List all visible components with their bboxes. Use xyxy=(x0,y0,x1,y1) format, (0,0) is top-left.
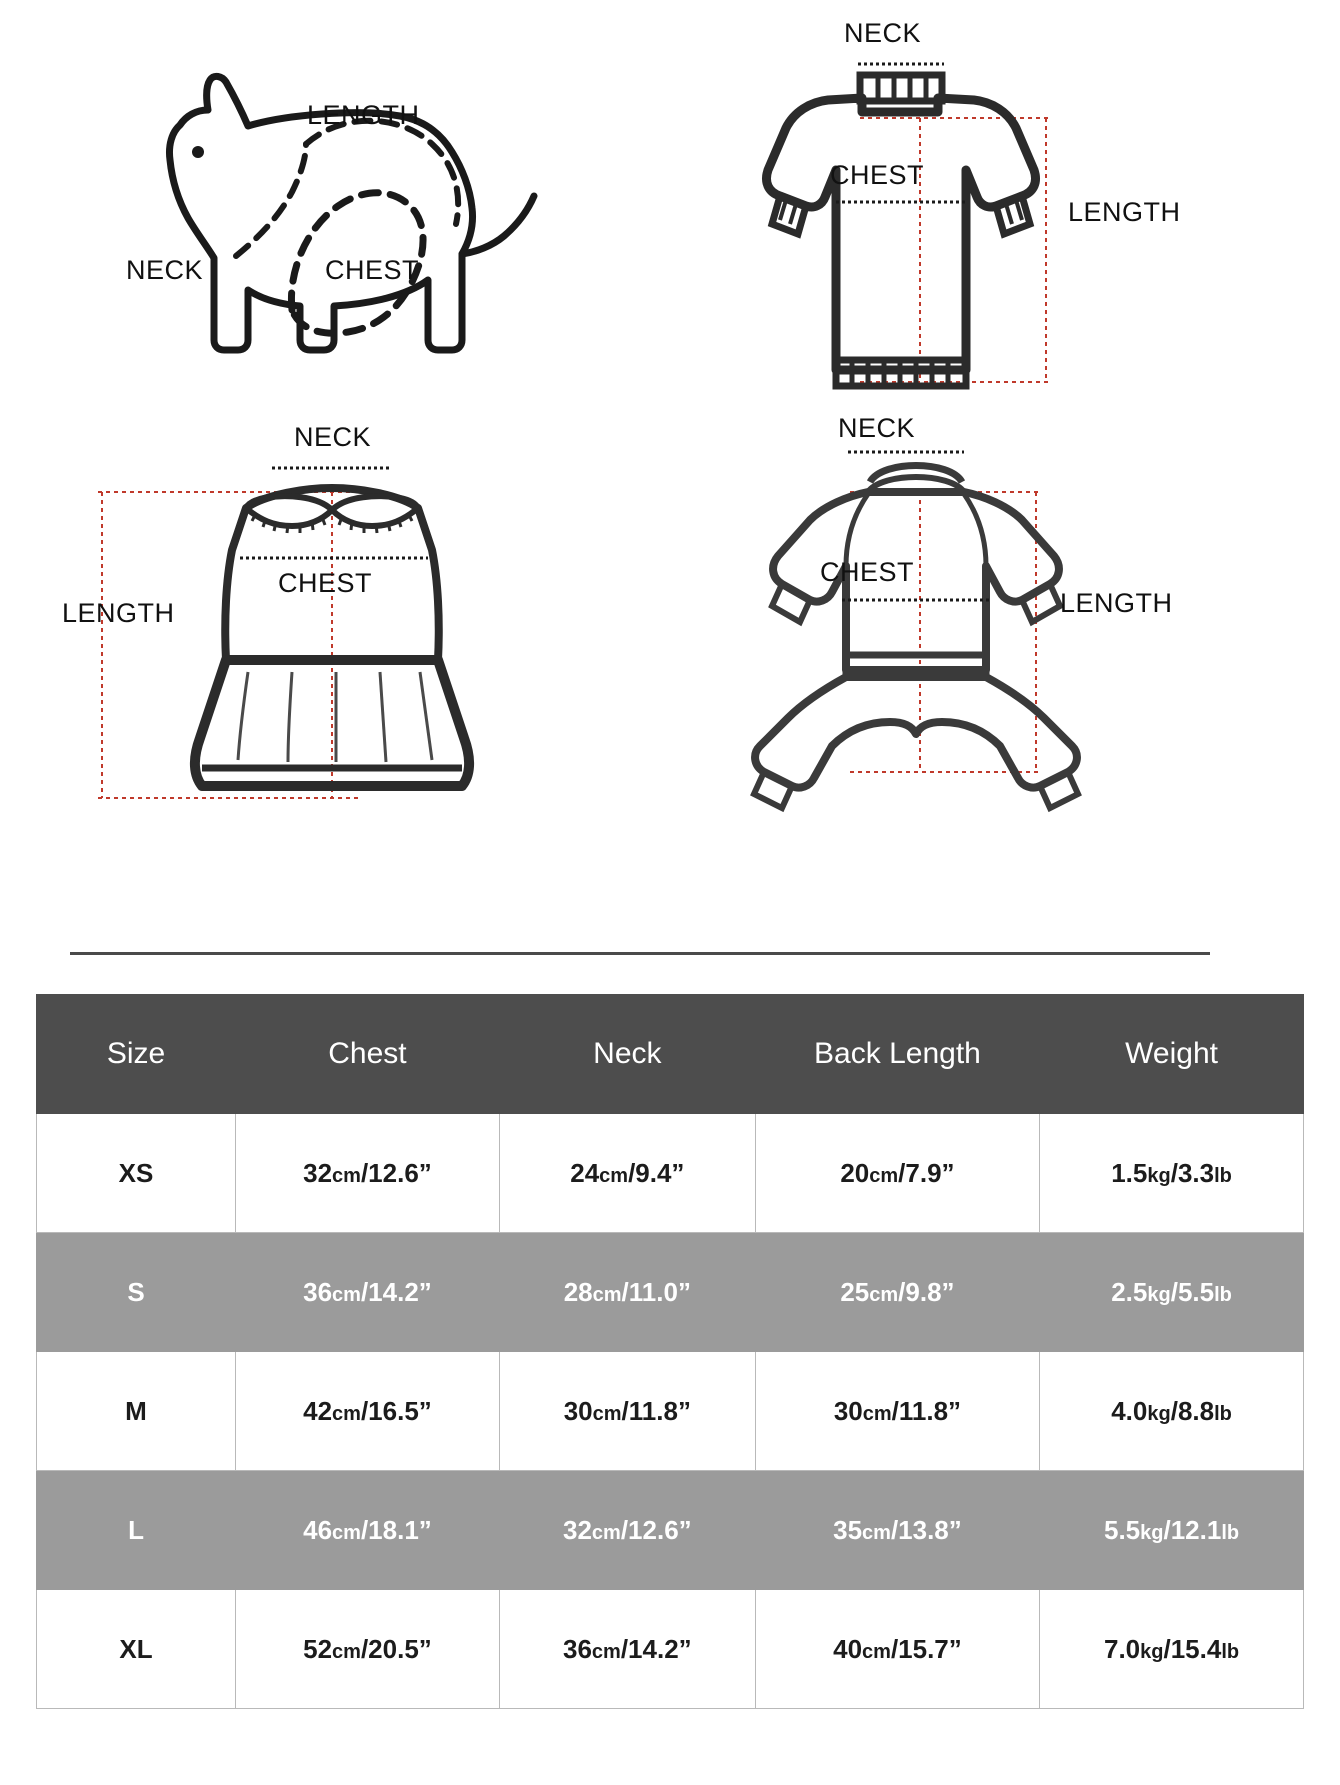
weight-lb-value: /5.5 xyxy=(1170,1276,1215,1307)
jumpsuit-neck-label: NECK xyxy=(838,413,916,443)
weight-unit: kg xyxy=(1140,1640,1164,1663)
chest-inches: /14.2” xyxy=(360,1276,432,1307)
weight-lb-value: /15.4 xyxy=(1163,1633,1222,1664)
header-neck: Neck xyxy=(499,995,755,1114)
cell-chest xyxy=(236,1352,500,1471)
weight-lb-unit: lb xyxy=(1221,1521,1240,1544)
neck-unit: cm xyxy=(599,1164,629,1187)
size-table xyxy=(36,994,1304,1709)
chest-unit: cm xyxy=(332,1640,361,1663)
weight-lb-value: /8.8 xyxy=(1170,1395,1215,1426)
table-row xyxy=(37,1233,1304,1352)
cell-neck xyxy=(499,1114,755,1233)
dog-neck-label: NECK xyxy=(126,255,204,285)
dog-outline-diagram xyxy=(110,40,630,400)
table-row xyxy=(37,1352,1304,1471)
back-value: 35 xyxy=(833,1514,863,1545)
jumpsuit-icon xyxy=(620,410,1190,840)
chest-inches: /20.5” xyxy=(360,1633,432,1664)
chest-unit: cm xyxy=(332,1164,361,1187)
sweater-chest-label: CHEST xyxy=(830,160,925,190)
size-table-wrapper xyxy=(36,994,1304,1709)
cell-neck xyxy=(499,1352,755,1471)
cell-weight xyxy=(1040,1471,1304,1590)
jumpsuit-chest-label: CHEST xyxy=(820,557,915,587)
cell-chest xyxy=(236,1114,500,1233)
chest-unit: cm xyxy=(332,1283,361,1306)
weight-lb-unit: lb xyxy=(1221,1640,1240,1663)
neck-unit: cm xyxy=(592,1402,622,1425)
neck-inches: /9.4” xyxy=(628,1157,685,1188)
chest-unit: cm xyxy=(332,1402,361,1425)
header-size: Size xyxy=(37,995,236,1114)
weight-unit: kg xyxy=(1140,1521,1164,1544)
sweater-neck-label: NECK xyxy=(844,18,922,48)
sweater-diagram xyxy=(630,20,1190,410)
dress-icon xyxy=(60,420,620,840)
back-value: 25 xyxy=(840,1276,870,1307)
back-inches: /7.9” xyxy=(898,1157,955,1188)
cell-back-length xyxy=(755,1233,1039,1352)
back-value: 30 xyxy=(833,1395,863,1426)
cell-size: L xyxy=(37,1471,236,1590)
table-row xyxy=(37,1590,1304,1709)
cell-chest xyxy=(236,1471,500,1590)
cell-chest xyxy=(236,1233,500,1352)
neck-unit: cm xyxy=(591,1640,621,1663)
neck-unit: cm xyxy=(591,1521,621,1544)
neck-inches: /12.6” xyxy=(620,1514,692,1545)
weight-value: 1.5 xyxy=(1111,1157,1148,1188)
cell-size: XS xyxy=(37,1114,236,1233)
cell-size: XL xyxy=(37,1590,236,1709)
back-inches: /13.8” xyxy=(890,1514,962,1545)
neck-inches: /11.8” xyxy=(621,1395,691,1426)
dress-diagram xyxy=(60,420,620,840)
cell-neck xyxy=(499,1233,755,1352)
jumpsuit-length-label: LENGTH xyxy=(1060,588,1173,618)
chest-value: 42 xyxy=(303,1395,333,1426)
cell-back-length xyxy=(755,1352,1039,1471)
neck-value: 30 xyxy=(563,1395,593,1426)
weight-lb-unit: lb xyxy=(1214,1164,1232,1187)
chest-inches: /18.1” xyxy=(360,1514,432,1545)
dress-neck-label: NECK xyxy=(294,422,372,452)
header-back-length: Back Length xyxy=(755,995,1039,1114)
back-unit: cm xyxy=(869,1164,899,1187)
back-inches: /9.8” xyxy=(898,1276,955,1307)
neck-value: 32 xyxy=(563,1514,592,1545)
cell-back-length xyxy=(755,1471,1039,1590)
header-weight: Weight xyxy=(1040,995,1304,1114)
chest-inches: /12.6” xyxy=(360,1157,432,1188)
cell-back-length xyxy=(755,1114,1039,1233)
cell-size: M xyxy=(37,1352,236,1471)
weight-lb-unit: lb xyxy=(1214,1402,1232,1425)
dog-length-label: LENGTH xyxy=(307,100,420,130)
back-unit: cm xyxy=(862,1402,892,1425)
table-row xyxy=(37,1114,1304,1233)
dog-outline-icon xyxy=(110,40,630,400)
cell-chest xyxy=(236,1590,500,1709)
back-value: 40 xyxy=(833,1633,863,1664)
dress-length-label: LENGTH xyxy=(62,598,175,628)
weight-value: 2.5 xyxy=(1111,1276,1148,1307)
weight-value: 7.0 xyxy=(1104,1633,1141,1664)
neck-value: 28 xyxy=(563,1276,593,1307)
weight-lb-unit: lb xyxy=(1214,1283,1232,1306)
weight-lb-value: /3.3 xyxy=(1170,1157,1215,1188)
neck-inches: /14.2” xyxy=(620,1633,692,1664)
cell-weight xyxy=(1040,1233,1304,1352)
weight-value: 4.0 xyxy=(1111,1395,1148,1426)
weight-unit: kg xyxy=(1147,1402,1171,1425)
chest-unit: cm xyxy=(332,1521,361,1544)
table-row xyxy=(37,1471,1304,1590)
cell-neck xyxy=(499,1590,755,1709)
cell-size: S xyxy=(37,1233,236,1352)
header-chest: Chest xyxy=(236,995,500,1114)
sweater-length-label: LENGTH xyxy=(1068,197,1181,227)
back-inches: /15.7” xyxy=(890,1633,962,1664)
back-unit: cm xyxy=(862,1521,891,1544)
weight-value: 5.5 xyxy=(1104,1514,1141,1545)
cell-back-length xyxy=(755,1590,1039,1709)
neck-value: 24 xyxy=(570,1157,600,1188)
cell-weight xyxy=(1040,1114,1304,1233)
chest-value: 46 xyxy=(303,1514,333,1545)
jumpsuit-diagram xyxy=(620,410,1190,840)
weight-unit: kg xyxy=(1147,1164,1171,1187)
neck-value: 36 xyxy=(563,1633,592,1664)
dress-chest-label: CHEST xyxy=(278,568,373,598)
chest-value: 36 xyxy=(303,1276,333,1307)
section-divider xyxy=(70,952,1210,955)
back-inches: /11.8” xyxy=(891,1395,962,1426)
neck-unit: cm xyxy=(592,1283,622,1306)
cell-weight xyxy=(1040,1352,1304,1471)
chest-inches: /16.5” xyxy=(360,1395,432,1426)
dog-chest-label: CHEST xyxy=(325,255,420,285)
neck-inches: /11.0” xyxy=(621,1276,691,1307)
table-header-row xyxy=(37,995,1304,1114)
weight-unit: kg xyxy=(1147,1283,1171,1306)
cell-weight xyxy=(1040,1590,1304,1709)
chest-value: 32 xyxy=(303,1157,333,1188)
weight-lb-value: /12.1 xyxy=(1163,1514,1222,1545)
back-unit: cm xyxy=(862,1640,891,1663)
chest-value: 52 xyxy=(303,1633,333,1664)
back-unit: cm xyxy=(869,1283,899,1306)
back-value: 20 xyxy=(840,1157,870,1188)
cell-neck xyxy=(499,1471,755,1590)
